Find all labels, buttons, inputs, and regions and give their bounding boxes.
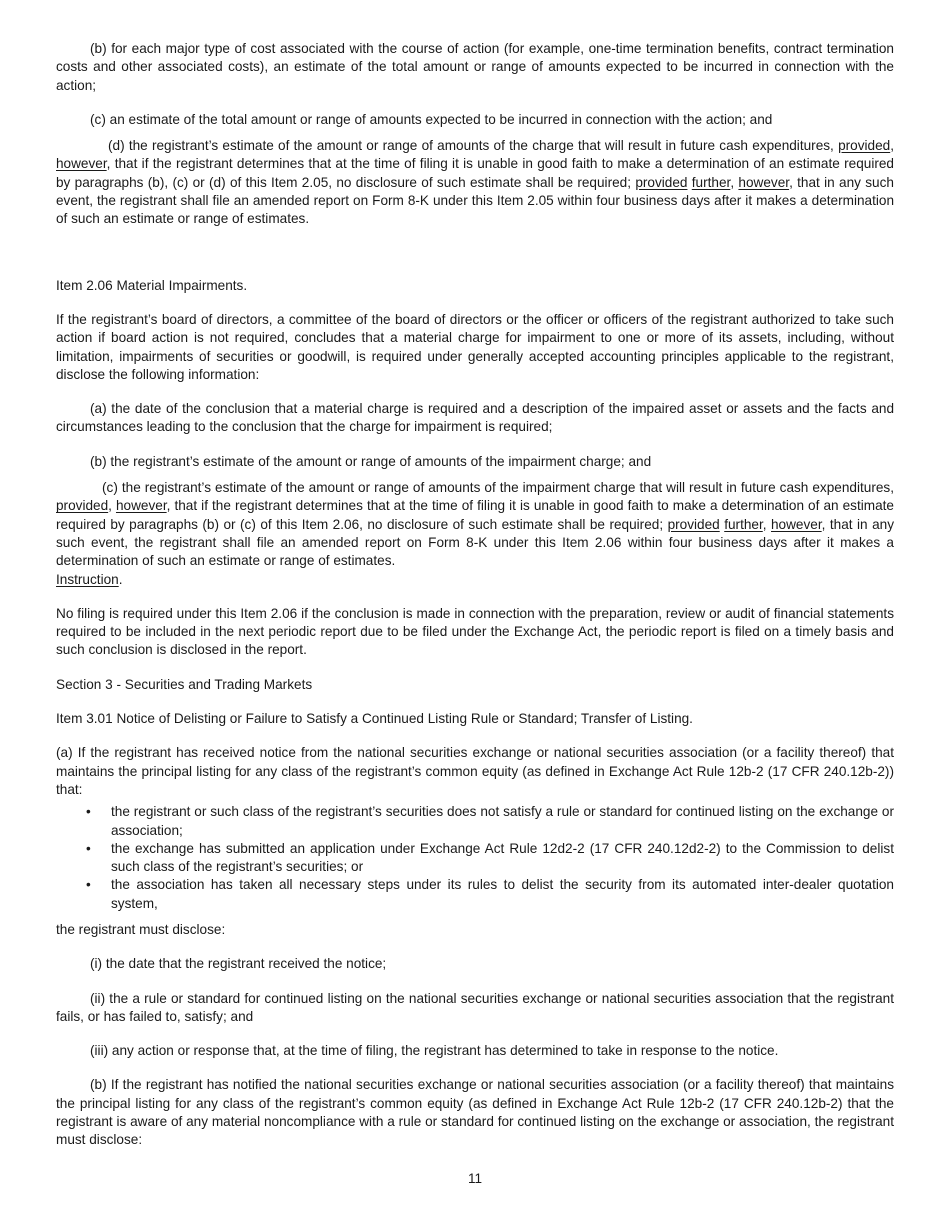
instruction-label: Instruction [56, 571, 119, 587]
page-number: 11 [467, 1171, 483, 1186]
provided-term: provided [635, 174, 688, 190]
item-2-06-heading: Item 2.06 Material Impairments. [56, 277, 248, 293]
comma: , [730, 174, 739, 190]
provided-term: provided [667, 516, 720, 532]
para-d-middle: , that if the registrant determines that at the time of filing it is unable in good faith to make a determination of an estimate required by paragraphs (b), (c) or (d) of this Item 2.05, no disclosure of such estimate shall be required; [56, 156, 894, 190]
item-2-06-para-c [56, 479, 894, 570]
item-3-01-sub-i: (i) the date that the registrant received the notice; [90, 956, 387, 972]
provided-term: provided [838, 138, 891, 154]
item-2-05-para-d [56, 137, 894, 228]
further-term: further [724, 516, 763, 532]
period: . [118, 571, 123, 587]
section-3-heading: Section 3 - Securities and Trading Markets [56, 676, 313, 692]
para-d-tail: , that in any such event, the registrant shall file an amended report on Form 8-K under this Item 2.05 within four business days after it makes a determination of such an estimate or range of estimates. [56, 174, 894, 227]
para-c-tail: , that in any such event, the registrant shall file an amended report on Form 8-K under this Item 2.06 within four business days after it makes a determination of such an estimate or range of estimates. [56, 516, 894, 569]
provided-term: provided [56, 498, 109, 514]
para-c-middle: , that if the registrant determines that at the time of filing it is unable in good faith to make a determination of an estimate required by paragraphs (b) or (c) of this Item 2.06, no disclosure of such estimate shall be required; [56, 498, 894, 532]
item-2-06-para-a: (a) the date of the conclusion that a material charge is required and a description of the impaired asset or assets and the facts and circumstances leading to the conclusion that the charge for impairment is required; [56, 401, 894, 435]
however-term: however [771, 516, 822, 532]
further-term: further [691, 174, 731, 190]
list-item: • the exchange has submitted an application under Exchange Act Rule 12d2-2 (17 CFR 240.12d2-2) to the Commission to delist such class of the registrant’s securities; or [111, 840, 894, 877]
para-d-lead: (d) the registrant’s estimate of the amount or range of amounts of the charge that will result in future cash expenditures, [108, 138, 834, 154]
item-3-01-heading: Item 3.01 Notice of Delisting or Failure to Satisfy a Continued Listing Rule or Standard; Transfer of Listing. [56, 711, 693, 727]
item-2-05-para-b: (b) for each major type of cost associated with the course of action (for example, one-time termination benefits, contract termination costs and other associated costs), an estimate of the total amount or range of amounts expected to be incurred in connection with the action; [56, 41, 894, 93]
item-2-06-para-b: (b) the registrant’s estimate of the amount or range of amounts of the impairment charge; and [90, 453, 652, 469]
however-term: however [115, 498, 167, 514]
instruction-text: No filing is required under this Item 2.06 if the conclusion is made in connection with the preparation, review or audit of financial statements required to be included in the next periodic report due to be filed under the Exchange Act, the periodic report is filed on a timely basis and such conclusion is disclosed in the report. [56, 605, 894, 658]
instruction-heading [56, 571, 894, 589]
item-2-06-intro: If the registrant’s board of directors, a committee of the board of directors or the officer or officers of the registrant authorized to take such action if board action is not required, concludes that a material charge for impairment to one or more of its assets, including, without limitation, impairments of securities or goodwill, is required under generally accepted accounting principles applicable to the registrant, disclose the following information: [56, 311, 894, 382]
item-2-05-para-c: (c) an estimate of the total amount or range of amounts expected to be incurred in connection with the action; and [90, 111, 773, 127]
para-c-lead: (c) the registrant’s estimate of the amount or range of amounts of the impairment charge that will result in future cash expenditures, [102, 480, 894, 496]
however-term: however [738, 174, 790, 190]
item-3-01-para-b: (b) If the registrant has notified the national securities exchange or national securities association (or a facility thereof) that maintains the principal listing for any class of the registrant’s common equity (as defined in Exchange Act Rule 12b-2 (17 CFR 240.12b-2) that the registrant is aware of any material noncompliance with a rule or standard for continued listing on the exchange or association, the registrant must disclose: [56, 1077, 894, 1148]
comma: , [108, 498, 116, 514]
comma: , [890, 138, 894, 154]
item-3-01-para-a: (a) If the registrant has received notice from the national securities exchange or national securities association (or a facility thereof) that maintains the principal listing for any class of the registrant’s common equity (as defined in Exchange Act Rule 12b-2 (17 CFR 240.12b-2)) that: [56, 745, 894, 797]
must-disclose: the registrant must disclose: [56, 921, 226, 937]
document-page [56, 40, 894, 1150]
item-3-01-sub-iii: (iii) any action or response that, at the time of filing, the registrant has determined to take in response to the notice. [90, 1043, 779, 1059]
list-item: • the registrant or such class of the registrant’s securities does not satisfy a rule or standard for continued listing on the exchange or association; [111, 803, 894, 840]
item-3-01-sub-ii: (ii) the a rule or standard for continued listing on the national securities exchange or national securities association that the registrant fails, or has failed to, satisfy; and [56, 990, 894, 1024]
list-item: • the association has taken all necessary steps under its rules to delist the security from its automated inter-dealer quotation system, [111, 876, 894, 913]
however-term: however [56, 156, 107, 172]
comma: , [762, 516, 771, 532]
condition-list [56, 803, 894, 913]
